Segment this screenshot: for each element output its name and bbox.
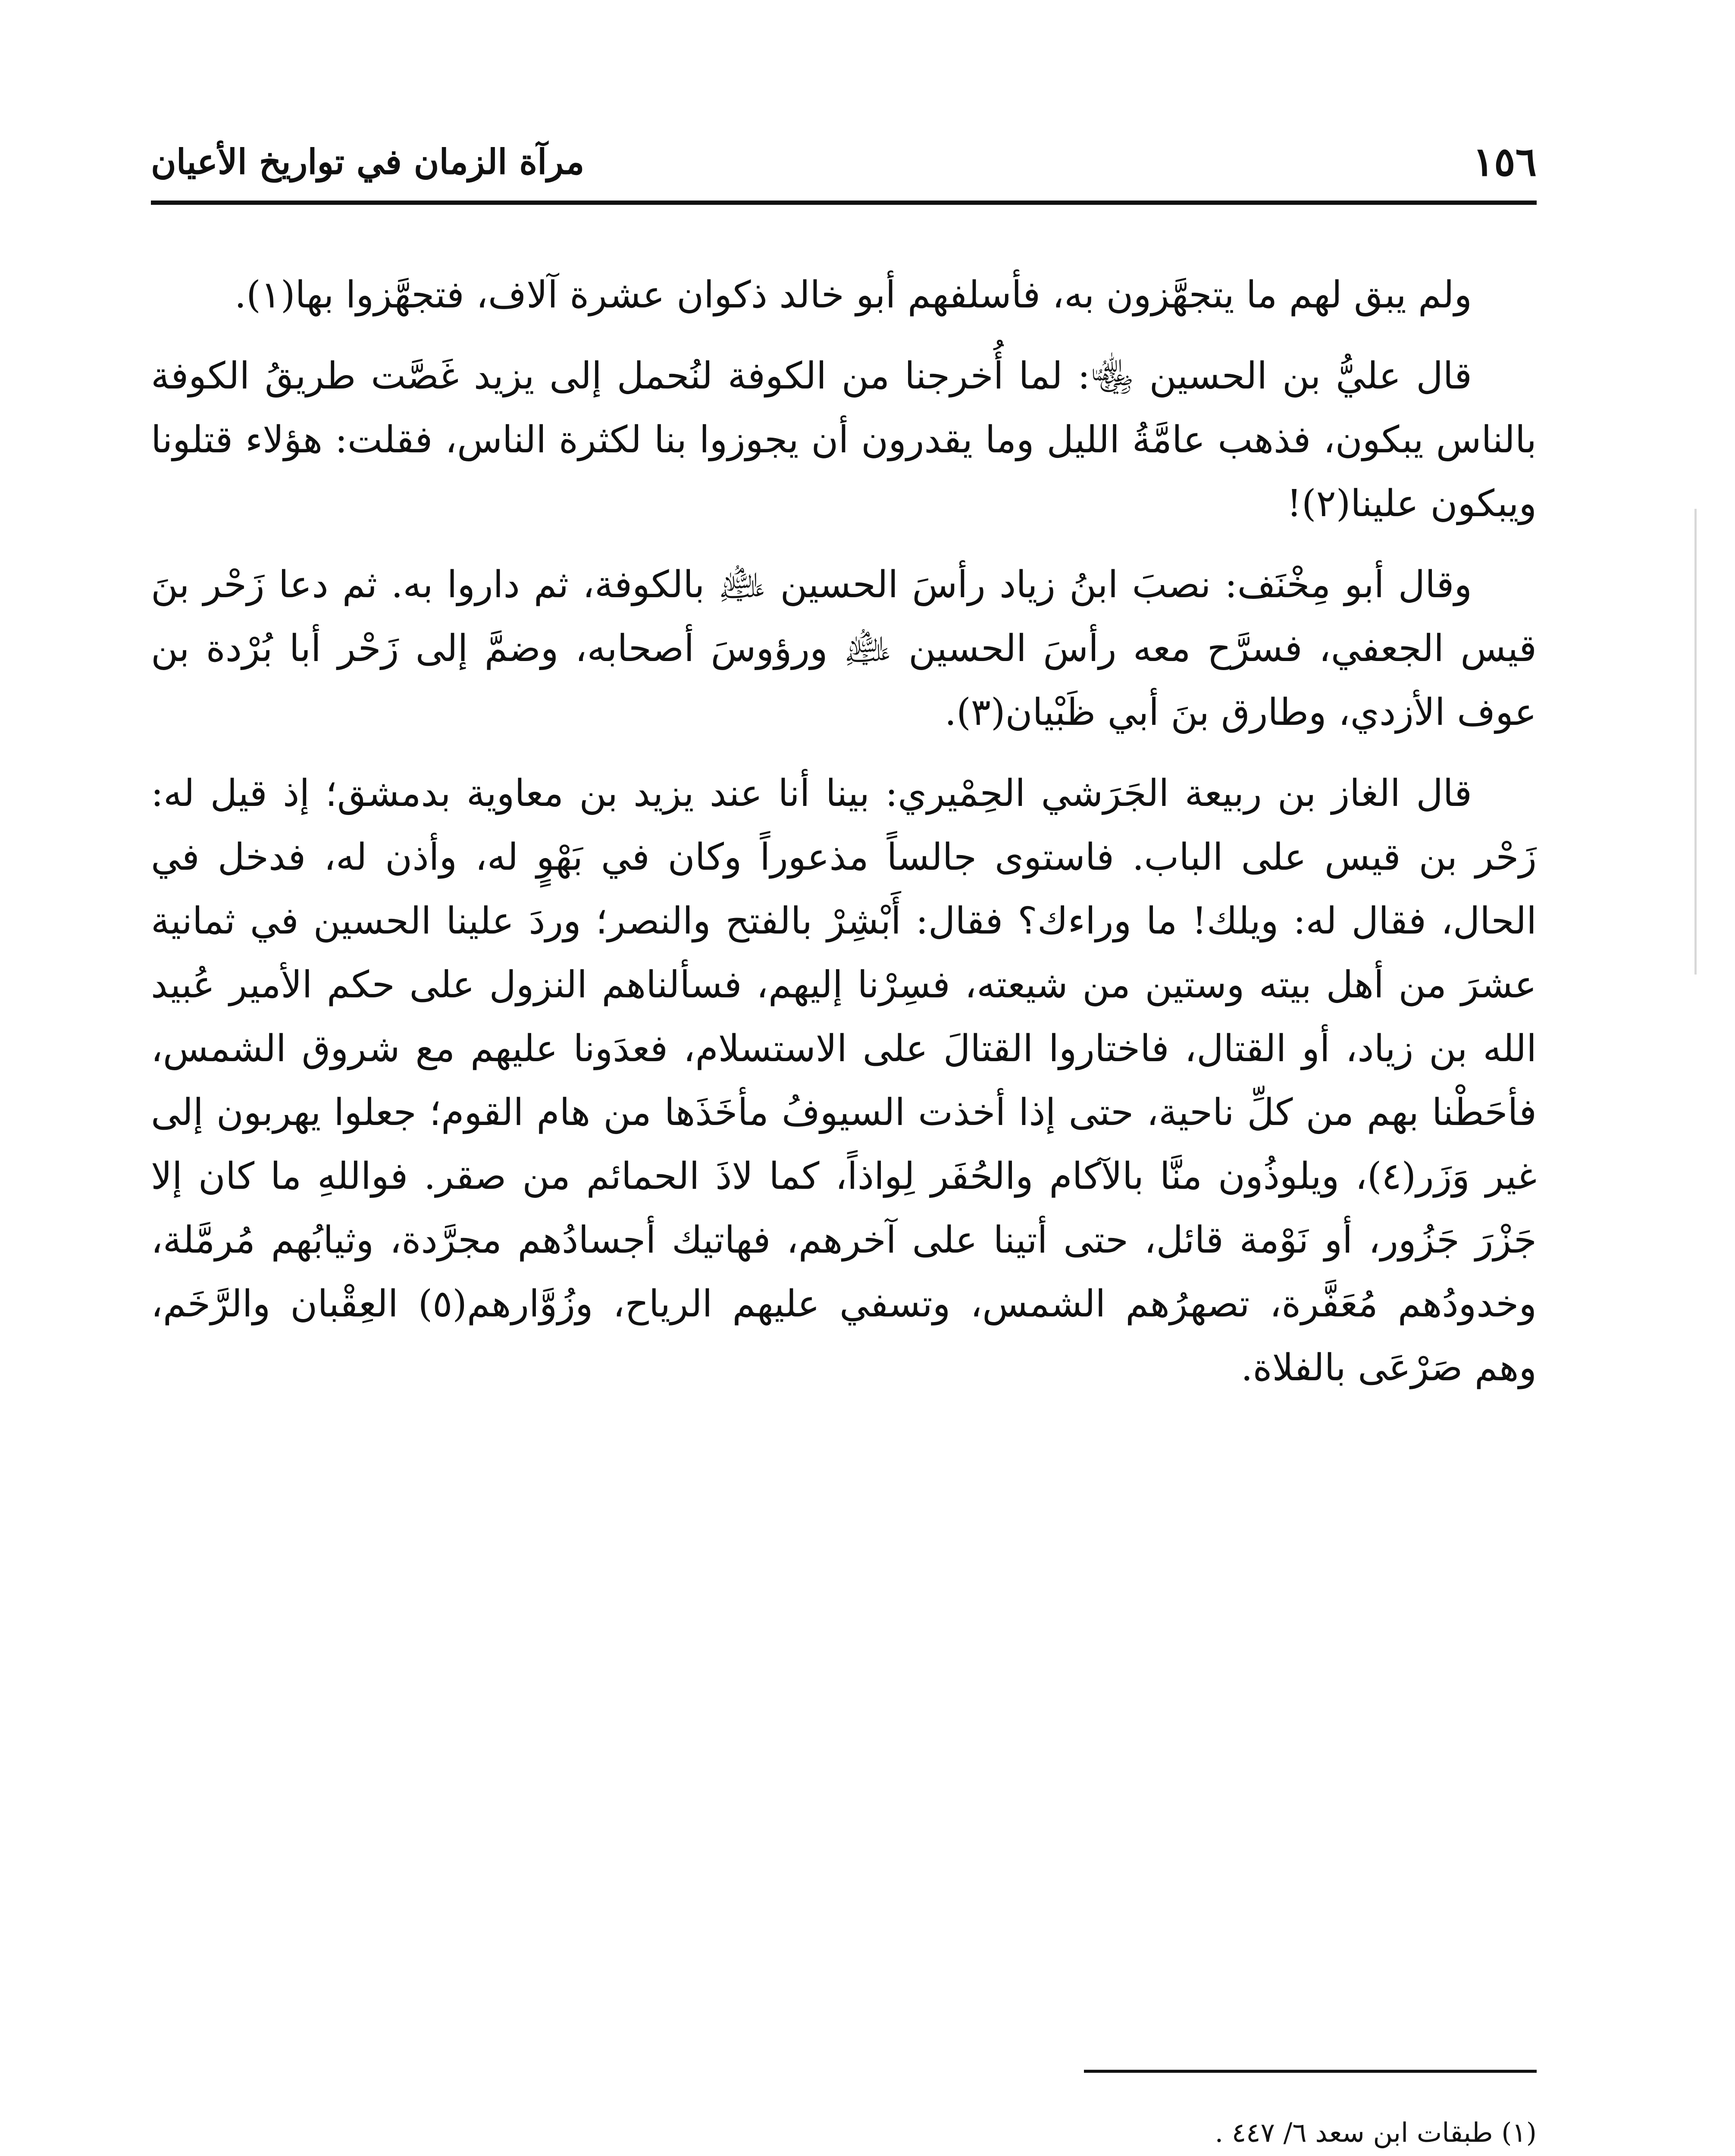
paragraph: ولم يبق لهم ما يتجهَّزون به، فأسلفهم أبو خالد ذكوان عشرة آلاف، فتجهَّزوا بها(١). bbox=[234, 273, 1472, 317]
paragraph: قال عليُّ بن الحسين ﵄: لما أُخرجنا من الكوفة لنُحمل إلى يزيد غَصَّت طريقُ الكوفة بالناس يبكون، فذهب عامَّةُ الليل وما يقدرون أن يجوزوا بنا لكثرة الناس، فقلت: هؤلاء قتلونا ويبكون علينا(٢)! bbox=[151, 354, 1537, 525]
header-divider bbox=[151, 201, 1537, 205]
main-text bbox=[151, 263, 1537, 1400]
footnote-divider bbox=[1084, 2070, 1537, 2073]
page-number: ١٥٦ bbox=[1472, 138, 1537, 185]
running-title: مرآة الزمان في تواريخ الأعيان bbox=[151, 141, 585, 182]
page-header bbox=[151, 129, 1537, 194]
footnotes bbox=[151, 2109, 1537, 2156]
scan-edge-mark bbox=[1694, 509, 1697, 975]
paragraph: وقال أبو مِخْنَف: نصبَ ابنُ زياد رأسَ الحسين ﵇ بالكوفة، ثم داروا به. ثم دعا زَحْر بنَ قيس الجعفي، فسرَّح معه رأسَ الحسين ﵇ ورؤوسَ أصحابه، وضمَّ إلى زَحْر أبا بُرْدة بن عوف الأزدي، وطارق بنَ أبي ظَبْيان(٣). bbox=[151, 563, 1537, 734]
footnote-1: (١) طبقات ابن سعد ٦/ ٤٤٧ . bbox=[1215, 2117, 1537, 2148]
paragraph: قال الغاز بن ربيعة الجَرَشي الحِمْيري: بينا أنا عند يزيد بن معاوية بدمشق؛ إذ قيل له: زَحْر بن قيس على الباب. فاستوى جالساً مذعوراً وكان في بَهْوٍ له، وأذن له، فدخل في الحال، فقال له: ويلك! ما وراءك؟ فقال: أَبْشِرْ بالفتح والنصر؛ وردَ علينا الحسين في ثمانية عشرَ من أهل بيته وستين من شيعته، فسِرْنا إليهم، فسألناهم النزول على حكم الأمير عُبيد الله بن زياد، أو القتال، فاختاروا القتالَ على الاستسلام، فعدَونا عليهم مع شروق الشمس، فأحَطْنا بهم من كلِّ ناحية، حتى إذا أخذت السيوفُ مأخَذَها من هام القوم؛ جعلوا يهربون إلى غير وَزَر(٤)، ويلوذُون منَّا بالآكام والحُفَر لِواذاً، كما لاذَ الحمائم من صقر. فواللهِ ما كان إلا جَزْرَ جَزُور، أو نَوْمة قائل، حتى أتينا على آخرهم، فهاتيك أجسادُهم مجرَّدة، وثيابُهم مُرمَّلة، وخدودُهم مُعَفَّرة، تصهرُهم الشمس، وتسفي عليهم الرياح، وزُوَّارهم(٥) العِقْبان والرَّخَم، وهم صَرْعَى بالفلاة. bbox=[151, 772, 1537, 1389]
